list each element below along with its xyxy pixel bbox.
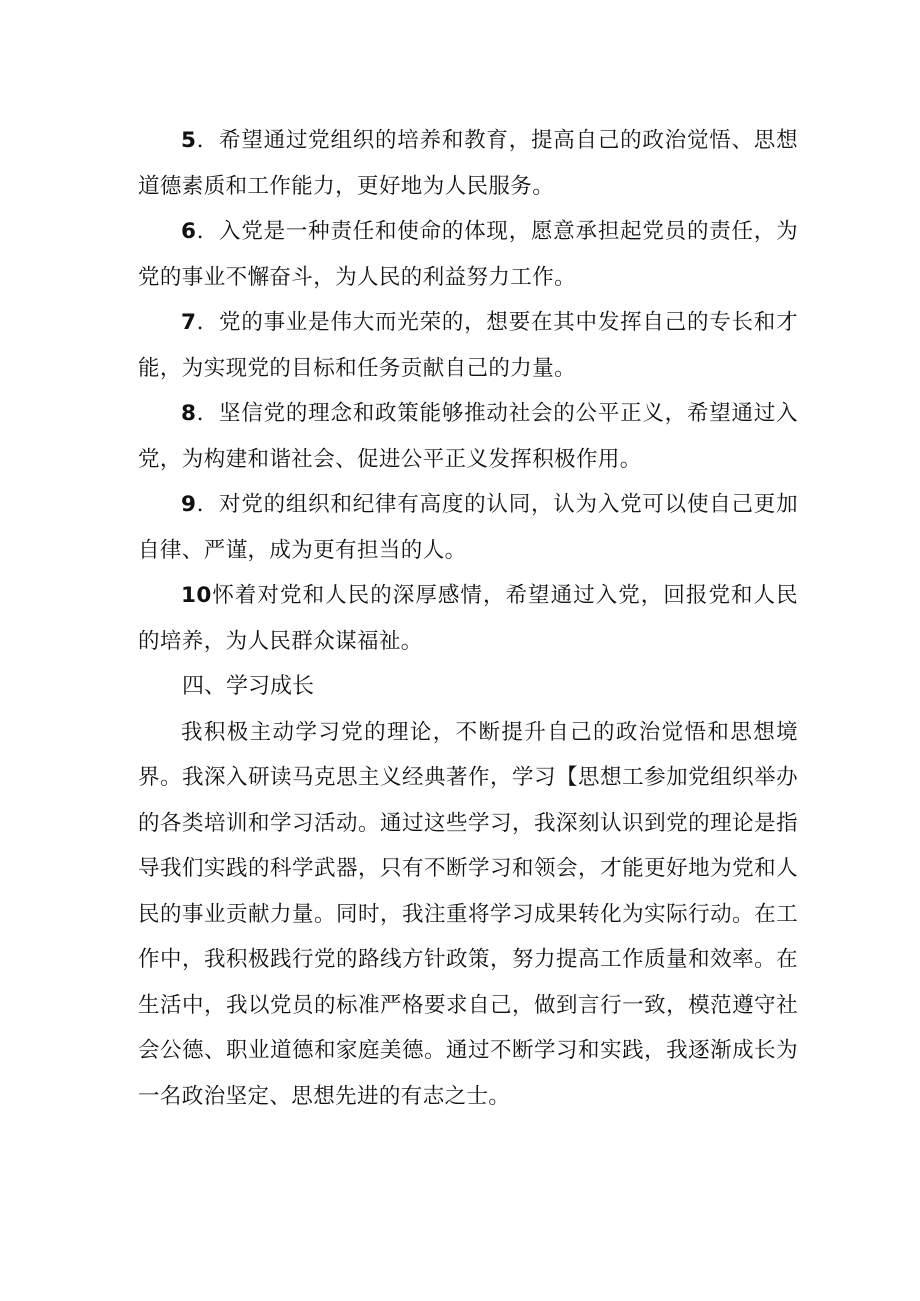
list-item-7 bbox=[138, 300, 798, 391]
list-item-6 bbox=[138, 209, 798, 300]
item-number: 7 bbox=[181, 310, 197, 335]
item-number: 5 bbox=[181, 128, 197, 153]
list-item-9 bbox=[138, 482, 798, 573]
item-text: 怀着对党和人民的深厚感情，希望通过入党，回报党和人民的培养，为人民群众谋福祉。 bbox=[138, 583, 798, 654]
item-text: ．坚信党的理念和政策能够推动社会的公平正义，希望通过入党，为构建和谐社会、促进公平正义发挥积极作用。 bbox=[138, 401, 798, 472]
section-body: 我积极主动学习党的理论，不断提升自己的政治觉悟和思想境界。我深入研读马克思主义经典著作，学习【思想工参加党组织举办的各类培训和学习活动。通过这些学习，我深刻认识到党的理论是指导我们实践的科学武器，只有不断学习和领会，才能更好地为党和人民的事业贡献力量。同时，我注重将学习成果转化为实际行动。在工作中，我积极践行党的路线方针政策，努力提高工作质量和效率。在生活中，我以党员的标准严格要求自己，做到言行一致，模范遵守社会公德、职业道德和家庭美德。通过不断学习和实践，我逐渐成长为一名政治坚定、思想先进的有志之士。 bbox=[138, 719, 798, 1109]
item-text: ．希望通过党组织的培养和教育，提高自己的政治觉悟、思想道德素质和工作能力，更好地为人民服务。 bbox=[138, 128, 798, 199]
list-item-10 bbox=[138, 573, 798, 664]
item-number: 6 bbox=[181, 219, 197, 244]
item-number: 9 bbox=[181, 492, 197, 517]
document-page bbox=[138, 118, 798, 1119]
item-number: 8 bbox=[181, 401, 197, 426]
list-item-8 bbox=[138, 391, 798, 482]
item-number: 10 bbox=[181, 583, 212, 608]
list-item-5 bbox=[138, 118, 798, 209]
item-text: ．入党是一种责任和使命的体现，愿意承担起党员的责任，为党的事业不懈奋斗，为人民的利益努力工作。 bbox=[138, 219, 798, 290]
item-text: ．对党的组织和纪律有高度的认同，认为入党可以使自己更加自律、严谨，成为更有担当的人。 bbox=[138, 492, 798, 563]
item-text: ．党的事业是伟大而光荣的，想要在其中发挥自己的专长和才能，为实现党的目标和任务贡献自己的力量。 bbox=[138, 310, 798, 381]
section-heading: 四、学习成长 bbox=[182, 674, 315, 699]
